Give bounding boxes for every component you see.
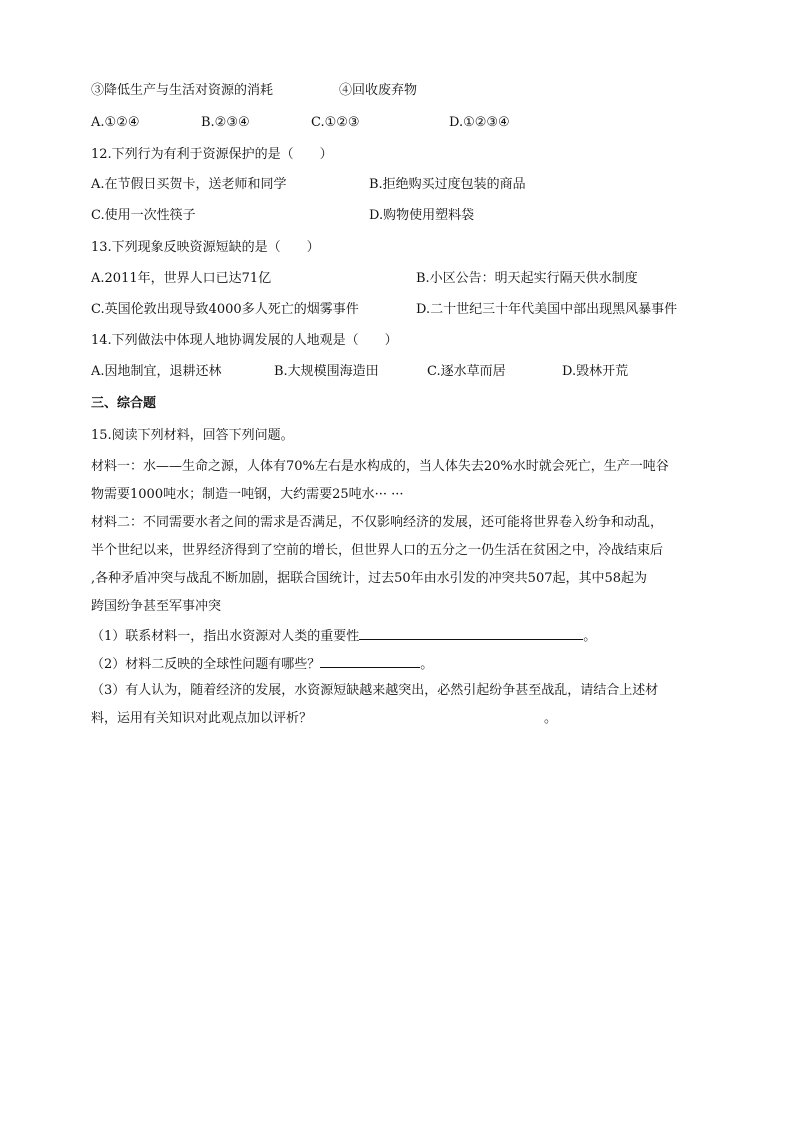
q15-material2-line4: 跨国纷争甚至军事冲突 [91, 599, 222, 614]
q14-option-b: B.大规模围海造田 [274, 364, 379, 379]
q14-stem: 14.下列做法中体现人地协调发展的人地观是（ ） [91, 333, 398, 348]
q15-sub3-line1: （3）有人认为，随着经济的发展，水资源短缺越来越突出，必然引起纷争甚至战乱，请结合上述材 [91, 683, 659, 698]
q12-option-c: C.使用一次性筷子 [91, 208, 196, 223]
q13-option-c: C.英国伦敦出现导致4000多人死亡的烟雾事件 [91, 302, 359, 317]
q15-material1-line1: 材料一：水——生命之源，人体有70%左右是水构成的，当人体失去20%水时就会死亡，生产一吨谷 [91, 459, 669, 474]
q15-material1-line2: 物需要1000吨水；制造一吨钢，大约需要25吨水··· ··· [91, 487, 404, 502]
q11-item-4: ④回收废弃物 [339, 83, 418, 98]
q15-material2-line3: ,各种矛盾冲突与战乱不断加剧，据联合国统计，过去50年由水引发的冲突共507起，其中58起为 [91, 571, 648, 586]
q15-stem: 15.阅读下列材料，回答下列问题。 [91, 428, 294, 443]
q15-material2-line1: 材料二：不同需要水者之间的需求是否满足，不仅影响经济的发展，还可能将世界卷入纷争和动乱， [91, 515, 664, 530]
q15-material2-line2: 半个世纪以来，世界经济得到了空前的增长，但世界人口的五分之一仍生活在贫困之中，冷战结束后 [91, 543, 664, 558]
q11-options [91, 113, 711, 133]
q12-option-b: B.拒绝购买过度包装的商品 [369, 177, 526, 192]
q13-options-row2 [91, 300, 711, 320]
q14-option-a: A.因地制宜，退耕还林 [91, 364, 222, 379]
q12-option-a: A.在节假日买贺卡，送老师和同学 [91, 177, 287, 192]
q15-sub2-text: （2）材料二反映的全球性问题有哪些？ [91, 657, 321, 672]
q11-option-c: C.①②③ [311, 115, 360, 130]
q15-sub2 [91, 653, 433, 675]
q13-option-d: D.二十世纪三十年代美国中部出现黑风暴事件 [416, 302, 678, 317]
q13-option-b: B.小区公告：明天起实行隔天供水制度 [416, 271, 638, 286]
q15-sub1-period: 。 [583, 629, 597, 644]
q14-options [91, 362, 711, 382]
q15-sub3-period: 。 [544, 711, 558, 726]
q14-option-d: D.毁林开荒 [562, 364, 629, 379]
section-heading: 三、综合题 [91, 396, 157, 411]
q11-option-b: B.②③④ [201, 115, 250, 130]
q14-option-c: C.逐水草而居 [427, 364, 506, 379]
q12-options-row1 [91, 175, 711, 195]
q15-sub1-text: （1）联系材料一，指出水资源对人类的重要性 [91, 629, 360, 644]
q12-options-row2 [91, 206, 711, 226]
q12-option-d: D.购物使用塑料袋 [369, 208, 475, 223]
q13-options-row1 [91, 269, 711, 289]
q12-stem: 12.下列行为有利于资源保护的是（ ） [91, 147, 333, 162]
q11-option-d: D.①②③④ [449, 115, 510, 130]
q11-items-row [91, 81, 711, 101]
q15-sub3-line2 [91, 709, 557, 729]
q15-sub2-period: 。 [420, 657, 434, 672]
q15-sub1-answer-blank[interactable] [359, 625, 583, 640]
q11-item-3: ③降低生产与生活对资源的消耗 [91, 83, 274, 98]
q11-option-a: A.①②④ [91, 115, 140, 130]
q13-stem: 13.下列现象反映资源短缺的是（ ） [91, 240, 320, 255]
q15-sub3-text: 料，运用有关知识对此观点加以评析？ [91, 711, 313, 726]
q15-sub2-answer-blank[interactable] [320, 653, 420, 668]
q13-option-a: A.2011年，世界人口已达71亿 [91, 271, 272, 286]
q15-sub1 [91, 625, 596, 647]
